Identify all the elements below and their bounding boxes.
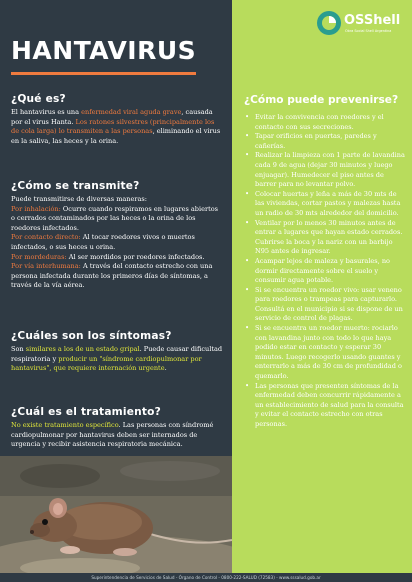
transmission-item: Por contacto directo: Al tocar roedores vivos o muertos infectados, o sus heces u orina. (11, 233, 195, 251)
prevention-heading: ¿Cómo puede prevenirse? (244, 94, 399, 106)
list-item: • Colocar huertas y leña a más de 30 mts de las viviendas, cortar pastos y malezas hasta un radio de 30 mts alrededor del domicilio. (243, 190, 407, 219)
prevention-list (243, 113, 407, 430)
section-que-es (11, 93, 223, 146)
transmission-item: Por inhalación: Ocurre cuando respiramos en lugares abiertos o cerrados contaminados por las heces o la orina de los roedores infectados. (11, 204, 219, 232)
logo-icon (316, 10, 342, 36)
logo-subtitle: Obra Social Shell Argentina (345, 29, 392, 33)
section-heading: ¿Qué es? (11, 93, 66, 105)
page-title: HANTAVIRUS (11, 36, 197, 65)
section-tratamiento (11, 406, 223, 450)
section-heading: ¿Cuáles son los síntomas? (11, 330, 172, 342)
list-item: • Las personas que presenten síntomas de la enfermedad deben concurrir rápidamente a un establecimiento de salud para la consulta y evitar el contacto estrecho con otras personas. (243, 382, 407, 430)
list-item: • Si se encuentra un roedor vivo: usar veneno para roedores o trampeas para capturarlo. Consultá en el municipio si se dispone de un servicio de control de plagas. (243, 286, 407, 324)
list-item: • Si se encuentra un roedor muerto: rociarlo con lavandina junto con todo lo que haya podido estar en contacto y esperar 30 minutos. Luego recogerlo usando guantes y enterrarlo a más de 30 cm de profundidad o quemarlo. (243, 324, 407, 382)
rat-illustration (0, 456, 232, 573)
footer-contact: Superintendencia de Servicios de Salud - Órgano de Control - 0800-222-SALUD (72583) - www.sssalud.gob.ar (0, 573, 412, 582)
section-body: No existe tratamiento específico. Las personas con síndromé cardiopulmonar por hantavirus deben ser internados de urgencia y recibir asistencia respiratoria mecánica. (11, 421, 214, 449)
section-sintomas (11, 330, 223, 374)
section-heading: ¿Cuál es el tratamiento? (11, 406, 161, 418)
list-item: • Realizar la limpieza con 1 parte de lavandina cada 9 de agua (dejar 30 minutos y luego enjuagar). Humedecer el piso antes de barrer para no levantar polvo. (243, 151, 407, 189)
osshell-logo (314, 10, 410, 40)
list-item: • Evitar la convivencia con roedores y el contacto con sus secreciones. (243, 113, 407, 132)
right-column (232, 0, 412, 573)
transmission-item: Por mordeduras: Al ser mordidos por roedores infectados. (11, 252, 205, 261)
title-underline (11, 72, 196, 75)
list-item: • Ventilar por lo menos 30 minutos antes de entrar a lugares que hayan estado cerrados. Cubrirse la boca y la nariz con un barbijo N95 antes de ingresar. (243, 219, 407, 257)
transmission-item: Por vía interhumana: A través del contacto estrecho con una persona infectada durante los primeros días de síntomas, a través de la vía aérea. (11, 262, 213, 290)
section-body: El hantavirus es una enfermedad viral aguda grave, causada por el virus Hanta. Los ratones silvestres (principalmente los de cola larga) lo transmiten a las personas, eliminando el virus en la saliva, las heces y la orina. (11, 108, 221, 145)
section-transmision (11, 180, 223, 291)
list-item: • Acampar lejos de maleza y basurales, no dormir directamente sobre el suelo y consumir agua potable. (243, 257, 407, 286)
logo-name: OSShell (344, 13, 401, 28)
list-item: • Tapar orificios en puertas, paredes y cañerías. (243, 132, 407, 151)
rat-photo (0, 456, 232, 573)
section-body: Son similares a los de un estado gripal. Puede causar dificultad respiratoria y producir un "síndrome cardiopulmonar por hantavirus", que requiere internación urgente. (11, 345, 223, 373)
section-intro: Puede transmitirse de diversas maneras: (11, 195, 147, 203)
section-heading: ¿Cómo se transmite? (11, 180, 140, 192)
